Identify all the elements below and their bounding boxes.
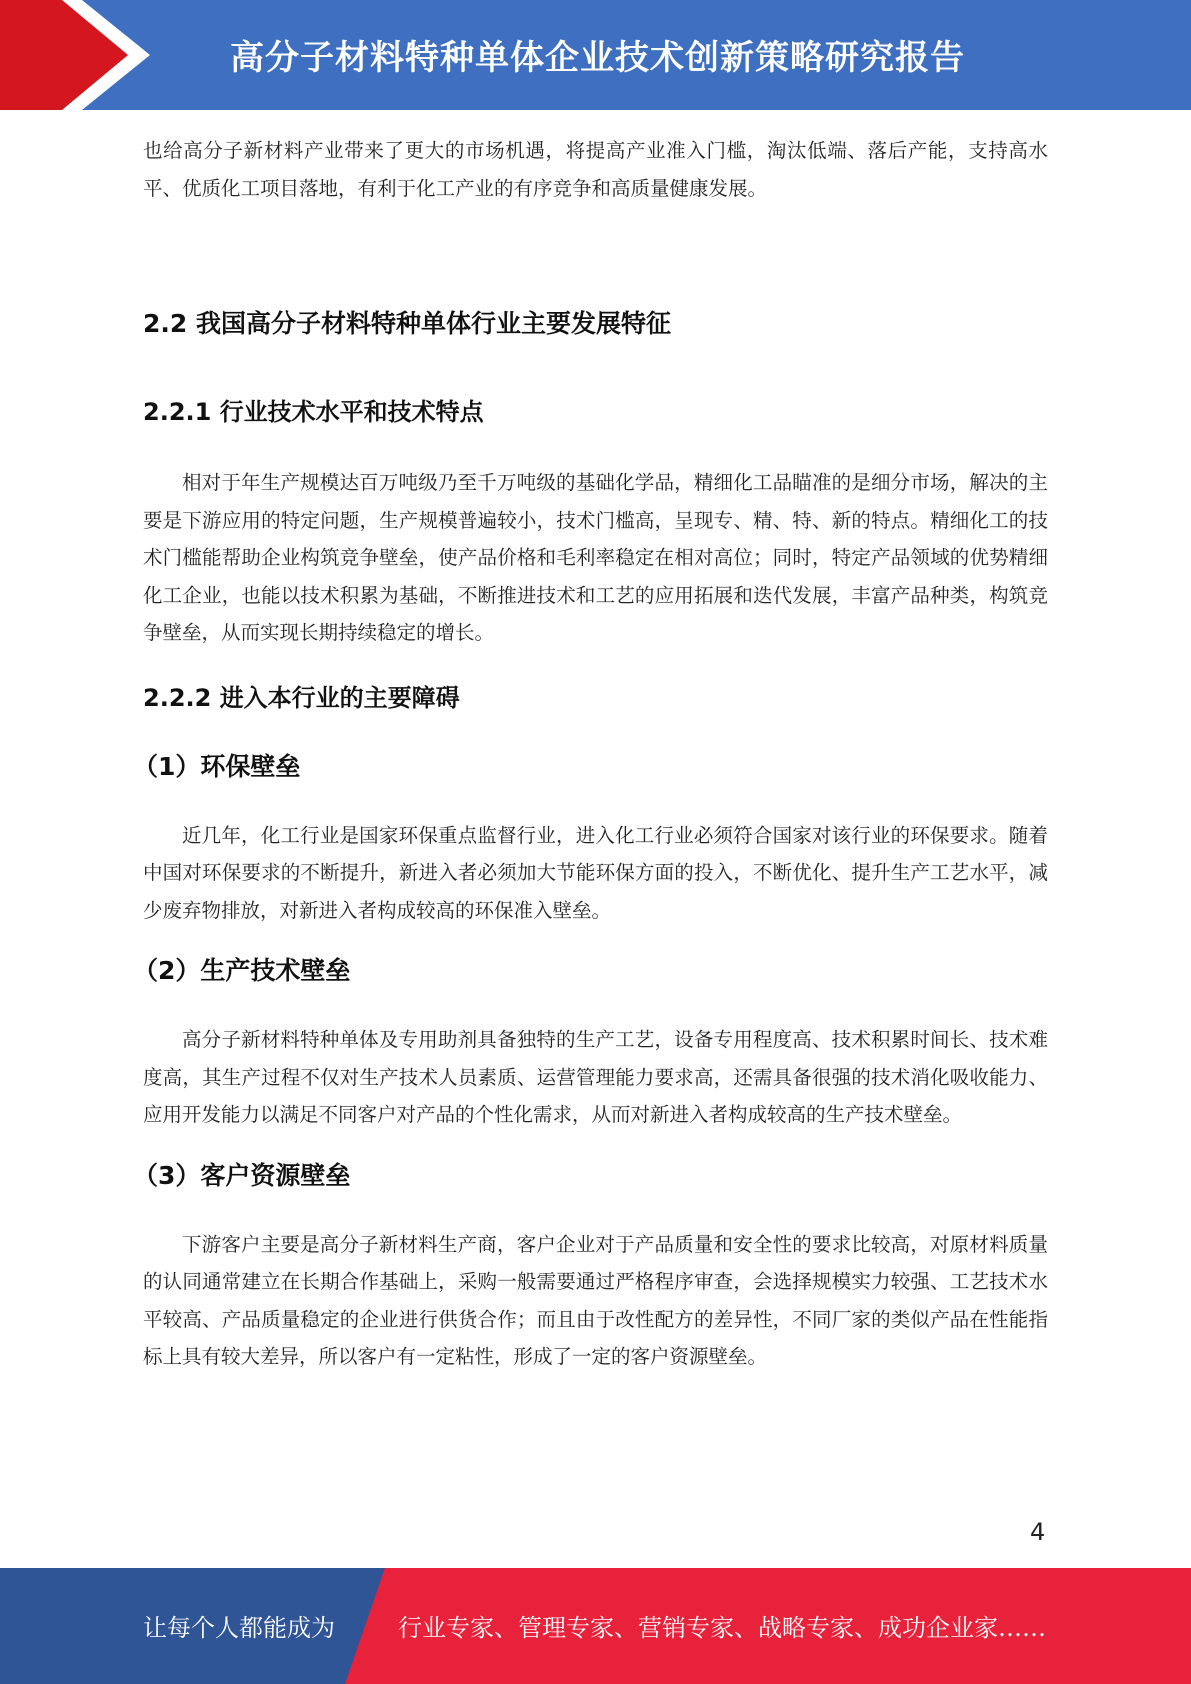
section-2-2-1-heading: 2.2.1 行业技术水平和技术特点	[143, 398, 484, 426]
page-number: 4	[1030, 1518, 1046, 1546]
report-title: 高分子材料特种单体企业技术创新策略研究报告	[230, 38, 965, 78]
section-2-2-1-paragraph: 相对于年生产规模达百万吨级乃至千万吨级的基础化学品，精细化工品瞄准的是细分市场，解决的主要是下游应用的特定问题，生产规模普遍较小，技术门槛高，呈现专、精、特、新的特点。精细化工的技术门槛能帮助企业构筑竞争壁垒，使产品价格和毛利率稳定在相对高位；同时，特定产品领域的优势精细化工企业，也能以技术积累为基础，不断推进技术和工艺的应用拓展和迭代发展，丰富产品种类，构筑竞争壁垒，从而实现长期持续稳定的增长。	[143, 471, 1048, 644]
footer-slogan-left: 让每个人都能成为	[143, 1614, 335, 1642]
section-2-2-heading: 2.2 我国高分子材料特种单体行业主要发展特征	[143, 309, 671, 338]
footer-slogan-right: 行业专家、管理专家、营销专家、战略专家、成功企业家……	[398, 1614, 1046, 1642]
document-body	[133, 132, 1048, 1376]
page-header	[0, 0, 1191, 110]
barrier-1-heading: （1）环保壁垒	[133, 751, 301, 781]
barrier-1-paragraph: 近几年，化工行业是国家环保重点监督行业，进入化工行业必须符合国家对该行业的环保要求。随着中国对环保要求的不断提升，新进入者必须加大节能环保方面的投入，不断优化、提升生产工艺水平，减少废弃物排放，对新进入者构成较高的环保准入壁垒。	[143, 823, 1048, 922]
barrier-3-paragraph: 下游客户主要是高分子新材料生产商，客户企业对于产品质量和安全性的要求比较高，对原材料质量的认同通常建立在长期合作基础上，采购一般需要通过严格程序审查，会选择规模实力较强、工艺技术水平较高、产品质量稳定的企业进行供货合作；而且由于改性配方的差异性，不同厂家的类似产品在性能指标上具有较大差异，所以客户有一定粘性，形成了一定的客户资源壁垒。	[143, 1232, 1048, 1368]
section-2-2-2-heading: 2.2.2 进入本行业的主要障碍	[143, 683, 460, 712]
barrier-3-heading: （3）客户资源壁垒	[133, 1160, 351, 1190]
barrier-2-heading: （2）生产技术壁垒	[133, 956, 351, 985]
barrier-2-paragraph: 高分子新材料特种单体及专用助剂具备独特的生产工艺，设备专用程度高、技术积累时间长、技术难度高，其生产过程不仅对生产技术人员素质、运营管理能力要求高，还需具备很强的技术消化吸收能力、应用开发能力以满足不同客户对产品的个性化需求，从而对新进入者构成较高的生产技术壁垒。	[143, 1028, 1048, 1126]
page-footer	[0, 1568, 1191, 1684]
intro-paragraph: 也给高分子新材料产业带来了更大的市场机遇，将提高产业准入门槛，淘汰低端、落后产能，支持高水平、优质化工项目落地，有利于化工产业的有序竞争和高质量健康发展。	[143, 139, 1048, 200]
